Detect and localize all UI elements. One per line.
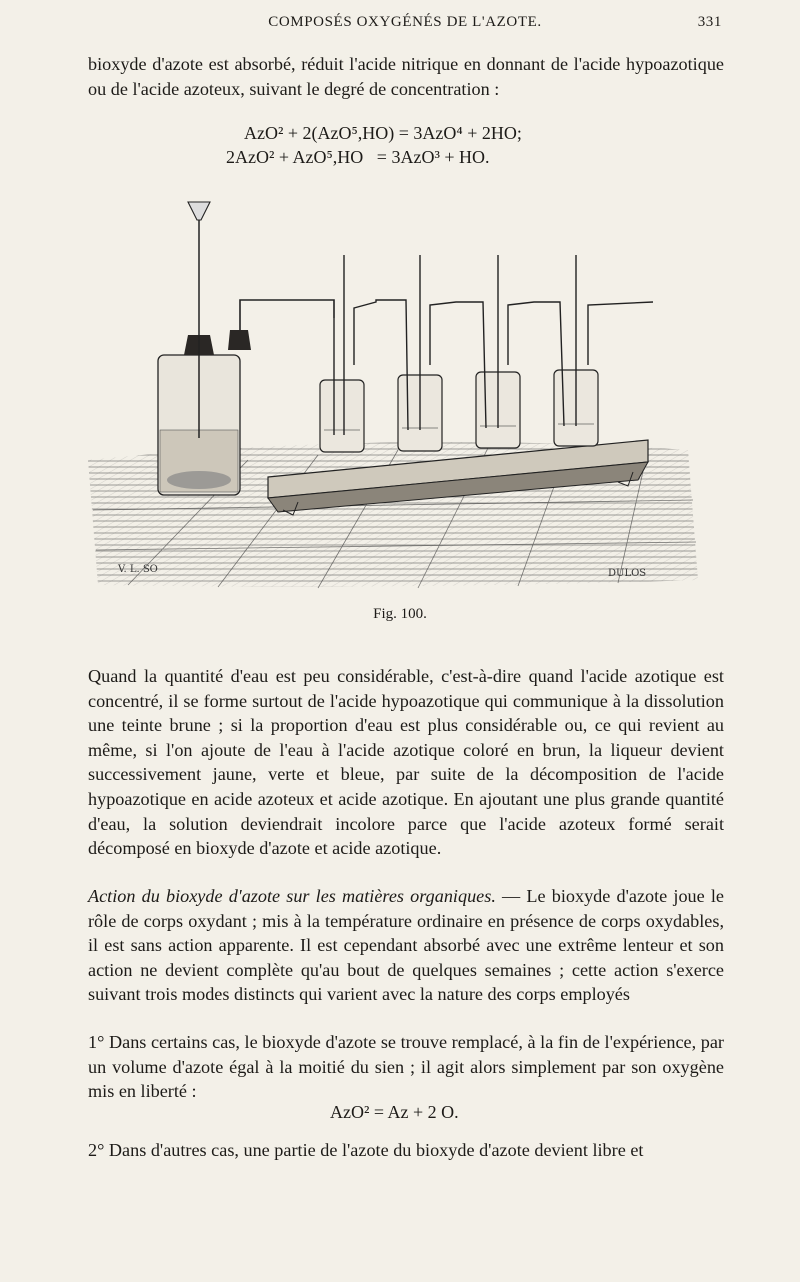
section-body: — Le bioxyde d'azote joue le rôle de corps oxydant ; mis à la température ordinaire en présence de corps oxydables, il est sans action apparente. Il est cependant absorbé avec une extrême lenteur et son action ne devient complète qu'au bout de quelques semaines ; cette action s'exerce suivant trois modes distincts qui varient avec la nature des corps employés [88,886,725,1005]
equation-oxygen-release: AzO² = Az + 2 O. [330,1102,459,1122]
engraver-signature-right: DULOS [608,568,647,579]
engraving-figure [88,190,700,600]
equation-line-2: 2AzO² + AzO⁵,HO = 3AzO³ + HO. [226,147,490,167]
funnel [188,202,210,220]
section-heading-italic: Action du bioxyde d'azote sur les matières organiques. [88,886,496,906]
paragraph-case-two: 2° Dans d'autres cas, une partie de l'azote du bioxyde d'azote devient libre et [88,1140,644,1160]
paragraph-organic-action [88,884,724,1007]
delivery-tube [240,300,334,330]
engraver-signature-left: V. L. SO [118,564,158,575]
figure-caption: Fig. 100. [373,606,427,622]
wash-bottles [320,370,598,452]
header-title: COMPOSÉS OXYGÉNÉS DE L'AZOTE. [268,14,542,30]
apparatus-illustration [88,190,700,600]
paragraph-concentration: Quand la quantité d'eau est peu considérable, c'est-à-dire quand l'acide azotique est concentré, il se forme surtout de l'acide hypoazotique qui communique à la dissolution une teinte brune ; si la proportion d'eau est plus considérable ou, ce qui revient au même, si l'on ajoute de l'eau à l'acide azotique coloré en brun, la liqueur devient successivement jaune, verte et bleue, par suite de la décomposition de l'acide hypoazotique en acide azoteux et acide azotique. En ajoutant une plus grande quantité d'eau, la solution deviendrait incolore parce que l'acide azoteux formé serait décomposé en bioxyde d'azote et acide azotique. [88,666,724,859]
page-number: 331 [697,14,722,30]
paragraph-intro: bioxyde d'azote est absorbé, réduit l'acide nitrique en donnant de l'acide hypoazotique ou de l'acide azoteux, suivant le degré de concentration : [88,54,724,99]
equation-line-1: AzO² + 2(AzO⁵,HO) = 3AzO⁴ + 2HO; [244,123,522,143]
paragraph-case-one: 1° Dans certains cas, le bioxyde d'azote se trouve remplacé, à la fin de l'expérience, par un volume d'azote égal à la moitié du sien ; il agit alors simplement par son oxygène mis en liberté : [88,1032,724,1102]
running-header [88,14,722,38]
